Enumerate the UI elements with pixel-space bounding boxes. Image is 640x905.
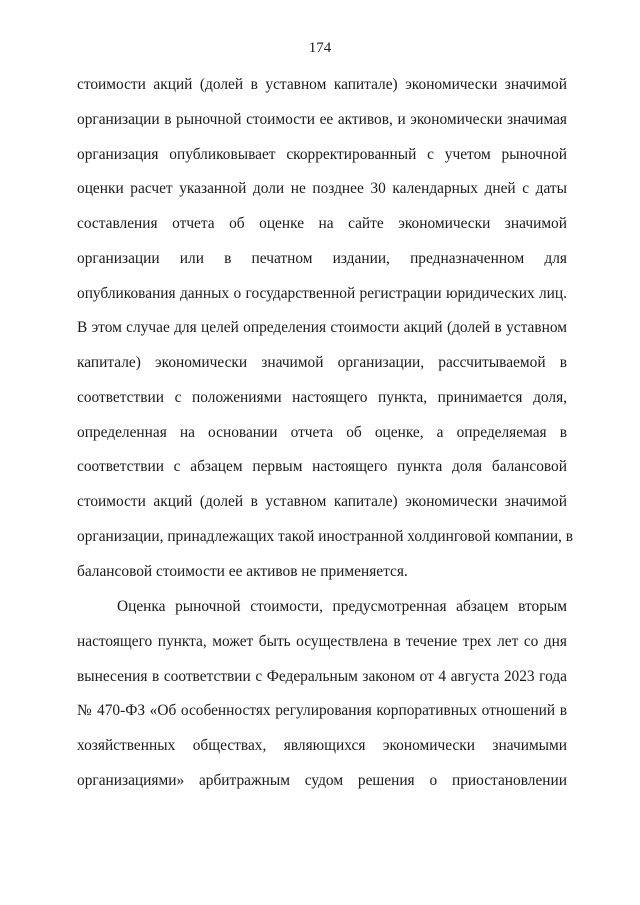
- text-line: опубликования данных о государственной регистрации юридических лиц.: [77, 284, 567, 302]
- paragraph: [77, 597, 567, 806]
- text-line: организации в рыночной стоимости ее активов, и экономически значимая: [77, 110, 567, 128]
- text-line: В этом случае для целей определения стоимости акций (долей в уставном: [77, 319, 567, 337]
- paragraph: [77, 75, 574, 596]
- text-line: организации, принадлежащих такой иностранной холдинговой компании, в: [77, 527, 574, 545]
- text-line: капитале) экономически значимой организации, рассчитываемой в: [77, 354, 567, 371]
- text-line: организация опубликовывает скорректированный с учетом рыночной: [77, 145, 567, 163]
- text-line: соответствии с положениями настоящего пункта, принимается доля,: [77, 388, 567, 406]
- page-number: 174: [308, 40, 332, 56]
- text-line: соответствии с абзацем первым настоящего пункта доля балансовой: [77, 458, 567, 476]
- text-line: № 470-ФЗ «Об особенностях регулирования корпоративных отношений в: [77, 702, 567, 720]
- text-line: вынесения в соответствии с Федеральным законом от 4 августа 2023 года: [77, 667, 567, 685]
- text-line: организации или в печатном издании, предназначенном для: [77, 249, 567, 267]
- text-line: хозяйственных обществах, являющихся экономически значимыми: [77, 737, 567, 754]
- text-line: стоимости акций (долей в уставном капитале) экономически значимой: [77, 493, 567, 510]
- text-line: настоящего пункта, может быть осуществлена в течение трех лет со дня: [77, 632, 567, 650]
- text-line: стоимости акций (долей в уставном капитале) экономически значимой: [77, 76, 567, 93]
- text-line: Оценка рыночной стоимости, предусмотренная абзацем вторым: [117, 598, 567, 615]
- text-line: организациями» арбитражным судом решения о приостановлении: [77, 771, 567, 789]
- text-line: оценки расчет указанной доли не позднее 30 календарных дней с даты: [77, 180, 567, 198]
- text-line: определенная на основании отчета об оценке, а определяемая в: [77, 423, 567, 441]
- text-line: балансовой стоимости ее активов не применяется.: [77, 562, 408, 580]
- text-line: составления отчета об оценке на сайте экономически значимой: [77, 215, 567, 232]
